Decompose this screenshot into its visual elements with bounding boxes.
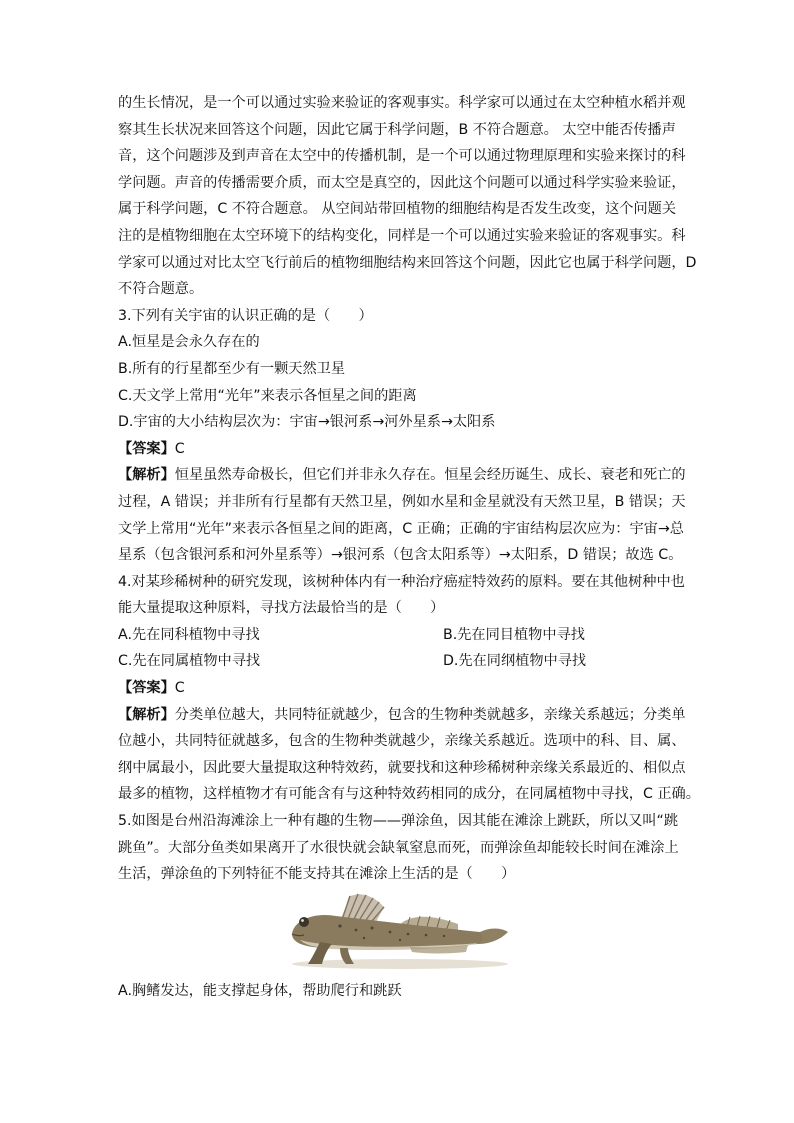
option-c: C.先在同属植物中寻找 bbox=[118, 653, 261, 670]
analysis-text: 分类单位越大，共同特征就越少，包含的生物种类就越多，亲缘关系越远；分类单 bbox=[174, 706, 686, 723]
answer-line bbox=[118, 675, 686, 702]
options-row bbox=[118, 648, 686, 675]
mudskipper-fish-illustration bbox=[280, 890, 512, 972]
answer-label: 【答案】 bbox=[118, 440, 175, 457]
answer-line bbox=[118, 436, 686, 463]
question-stem: 4.对某珍稀树种的研究发现，该树种体内有一种治疗癌症特效药的原料。要在其他树种中也 bbox=[118, 573, 685, 590]
fish-eye bbox=[299, 917, 309, 927]
analysis-line: 文学上常用“光年”来表示各恒星之间的距离，C 正确；正确的宇宙结构层次应为：宇宙→总 bbox=[118, 520, 684, 537]
option-a: A.先在同科植物中寻找 bbox=[118, 626, 260, 643]
question-4 bbox=[118, 569, 700, 808]
analysis-line: 纲中属最小，因此要大量提取这种特效药，就要找和这种珍稀树种亲缘关系最近的、相似点 bbox=[118, 759, 686, 776]
analysis-label: 【解析】 bbox=[118, 467, 175, 484]
text-line: 不符合题意。 bbox=[118, 281, 204, 298]
mudskipper-figure bbox=[118, 888, 686, 978]
analysis-line bbox=[118, 702, 686, 729]
text-line: 学问题。声音的传播需要介质，而太空是真空的，因此这个问题可以通过科学实验来验证， bbox=[118, 174, 686, 191]
option-a: A.胸鳍发达，能支撑起身体，帮助爬行和跳跃 bbox=[118, 982, 402, 999]
answer-value: C bbox=[174, 440, 185, 457]
document-page bbox=[118, 90, 700, 1004]
analysis-text: 恒星虽然寿命极长，但它们并非永久存在。恒星会经历诞生、成长、衰老和死亡的 bbox=[174, 467, 686, 484]
question-stem: 生活，弹涂鱼的下列特征不能支持其在滩涂上生活的是（ ） bbox=[118, 866, 516, 883]
question-stem: 跳鱼”。大部分鱼类如果离开了水很快就会缺氧窒息而死，而弹涂鱼却能较长时间在滩涂上 bbox=[118, 839, 679, 856]
option-c: C.天文学上常用“光年”来表示各恒星之间的距离 bbox=[118, 387, 417, 404]
option-d: D.先在同纲植物中寻找 bbox=[443, 653, 587, 670]
ground-shadow bbox=[292, 959, 508, 969]
question-3 bbox=[118, 303, 686, 569]
fish-eye-highlight bbox=[301, 919, 304, 922]
option-b: B.先在同目植物中寻找 bbox=[443, 626, 585, 643]
answer-label: 【答案】 bbox=[118, 680, 175, 697]
text-line: 学家可以通过对比太空飞行前后的植物细胞结构来回答这个问题，因此它也属于科学问题，D bbox=[118, 254, 697, 271]
text-line: 音，这个问题涉及到声音在太空中的传播机制，是一个可以通过物理原理和实验来探讨的科 bbox=[118, 148, 686, 165]
analysis-line: 过程，A 错误；并非所有行星都有天然卫星，例如水星和金星就没有天然卫星，B 错误；天 bbox=[118, 493, 686, 510]
analysis-line: 星系（包含银河系和河外星系等）→银河系（包含太阳系等）→太阳系，D 错误；故选 C。 bbox=[118, 547, 683, 564]
question-stem: 5.如图是台州沿海滩涂上一种有趣的生物——弹涂鱼，因其能在滩涂上跳跃，所以又叫“跳 bbox=[118, 813, 679, 830]
option-a: A.恒星是会永久存在的 bbox=[118, 334, 260, 351]
options-row bbox=[118, 622, 686, 649]
question-stem: 能大量提取这种原料，寻找方法最恰当的是（ ） bbox=[118, 600, 445, 617]
text-line: 属于科学问题，C 不符合题意。 从空间站带回植物的细胞结构是否发生改变，这个问题关 bbox=[118, 201, 677, 218]
question-stem: 3.下列有关宇宙的认识正确的是（ ） bbox=[118, 307, 373, 324]
paragraph-previous-analysis bbox=[118, 90, 697, 303]
answer-value: C bbox=[174, 680, 185, 697]
text-line: 察其生长状况来回答这个问题，因此它属于科学问题，B 不符合题意。 太空中能否传播声 bbox=[118, 121, 676, 138]
analysis-label: 【解析】 bbox=[118, 706, 175, 723]
text-line: 的生长情况，是一个可以通过实验来验证的客观事实。科学家可以通过在太空种植水稻并观 bbox=[118, 95, 686, 111]
text-line: 注的是植物细胞在太空环境下的结构变化，同样是一个可以通过实验来验证的客观事实。科 bbox=[118, 227, 686, 244]
question-5 bbox=[118, 808, 686, 1004]
option-d: D.宇宙的大小结构层次为：宇宙→银河系→河外星系→太阳系 bbox=[118, 414, 496, 431]
analysis-line: 最多的植物，这样植物才有可能含有与这种特效药相同的成分，在同属植物中寻找，C 正确。 bbox=[118, 786, 700, 803]
analysis-line: 位越小，共同特征就越多，包含的生物种类就越少，亲缘关系越近。选项中的科、目、属、 bbox=[118, 733, 686, 750]
option-b: B.所有的行星都至少有一颗天然卫星 bbox=[118, 360, 346, 377]
analysis-line bbox=[118, 462, 686, 489]
